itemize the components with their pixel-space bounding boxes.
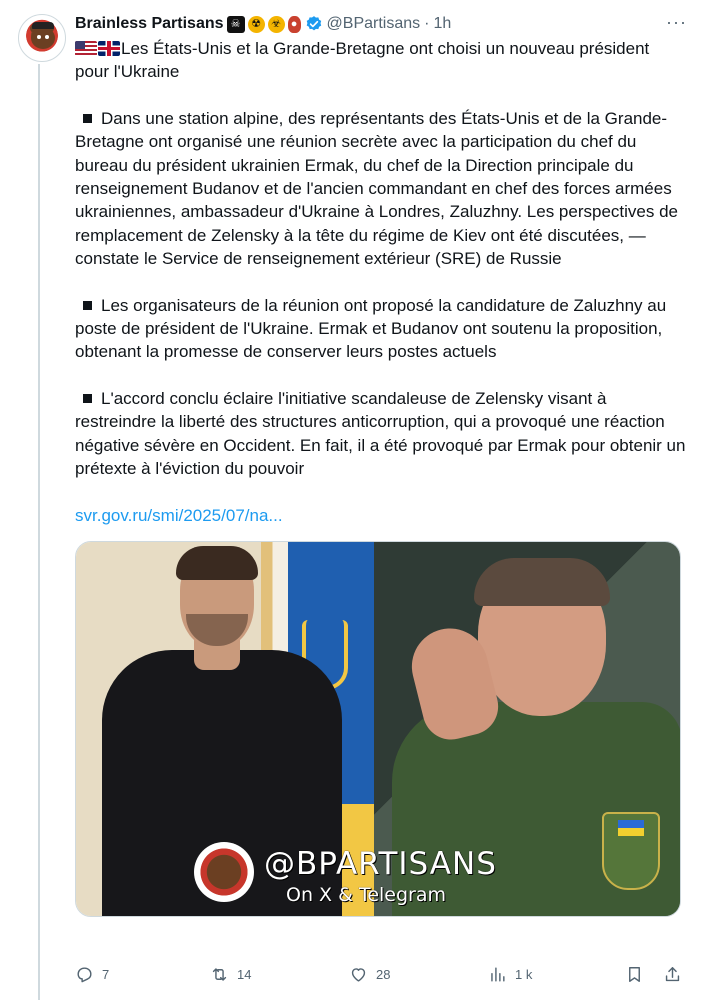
pirate-flag-icon: ☠	[227, 16, 245, 33]
avatar-bear	[31, 27, 55, 49]
bookmark-button[interactable]	[625, 965, 644, 984]
tweet-paragraph	[75, 294, 687, 364]
like-button[interactable]	[349, 965, 390, 984]
external-link[interactable]: svr.gov.ru/smi/2025/07/na...	[75, 505, 283, 525]
person-hair	[474, 558, 610, 606]
bookmark-icon	[625, 965, 644, 984]
share-icon	[663, 965, 682, 984]
avatar-eye	[45, 35, 49, 39]
watermark-logo	[194, 842, 254, 902]
views-count: 1 k	[515, 966, 533, 982]
person-hair	[176, 546, 258, 580]
tweet-text	[75, 37, 687, 481]
paragraph-text: Dans une station alpine, des représentants des États-Unis et de la Grande-Bretagne ont organisé une réunion secrète avec la participation du chef du bureau du président ukrainien Ermak, du chef de la Direction principale du renseignement Budanov et de l'ancien commandant en chef des forces armées ukrainiennes, ambassadeur d'Ukraine à Londres, Zaluzhny. Les perspectives de remplacement de Zelensky à la tête du régime de Kiev ont été discutées, — constate le Service de renseignement extérieur (SRE) de Russie	[75, 108, 678, 269]
biohazard-icon: ☣	[268, 16, 285, 33]
title-text: Les États-Unis et la Grande-Bretagne ont choisi un nouveau président pour l'Ukraine	[75, 39, 650, 82]
radioactive-icon: ☢	[248, 16, 265, 33]
repost-button[interactable]	[210, 965, 251, 984]
like-count: 28	[376, 966, 391, 982]
avatar[interactable]	[18, 14, 66, 62]
tweet-paragraph	[75, 387, 687, 481]
tweet-paragraph	[75, 107, 687, 271]
tweet-title-line	[75, 37, 687, 84]
separator-dot: ·	[424, 15, 430, 32]
paragraph-text: Les organisateurs de la réunion ont proposé la candidature de Zaluzhny au poste de président de l'Ukraine. Ermak et Budanov ont soutenu la proposition, obtenant la promesse de conserver leurs postes actuels	[75, 295, 667, 362]
avatar-hat	[32, 22, 54, 29]
us-flag-icon	[75, 41, 97, 56]
patch-flag	[618, 820, 644, 836]
tweet-content	[75, 12, 687, 917]
like-icon	[349, 965, 368, 984]
tweet-header	[75, 12, 687, 36]
avatar-eye	[37, 35, 41, 39]
reply-button[interactable]	[75, 965, 109, 984]
author-name[interactable]: Brainless Partisans	[75, 15, 224, 32]
views-button[interactable]	[488, 965, 532, 984]
tweet-media-image[interactable]	[75, 541, 681, 917]
reply-count: 7	[102, 966, 110, 982]
thread-line	[38, 64, 40, 1000]
repost-icon	[210, 965, 229, 984]
verified-icon	[305, 15, 323, 33]
author-handle[interactable]: @BPartisans	[326, 15, 421, 32]
tweet-time[interactable]: 1h	[433, 15, 452, 32]
square-bullet-icon	[83, 114, 92, 123]
share-button[interactable]	[663, 965, 682, 984]
paragraph-text: L'accord conclu éclaire l'initiative scandaleuse de Zelensky visant à restreindre la liberté des structures anticorruption, qui a provoqué une réaction négative sévère en Occident. En fait, il a été provoqué par Ermak pour obtenir un prétexte à l'éviction du pouvoir	[75, 388, 686, 479]
uk-flag-icon	[98, 41, 120, 56]
reply-icon	[75, 965, 94, 984]
matryoshka-icon: ●	[288, 16, 301, 33]
more-icon[interactable]: ···	[666, 12, 687, 32]
action-bar	[75, 957, 687, 991]
square-bullet-icon	[83, 301, 92, 310]
watermark-subtitle: On X & Telegram	[286, 883, 447, 906]
watermark-title: @BPARTISANS	[264, 845, 497, 882]
views-icon	[488, 965, 507, 984]
repost-count: 14	[237, 966, 252, 982]
watermark	[76, 842, 680, 914]
square-bullet-icon	[83, 394, 92, 403]
